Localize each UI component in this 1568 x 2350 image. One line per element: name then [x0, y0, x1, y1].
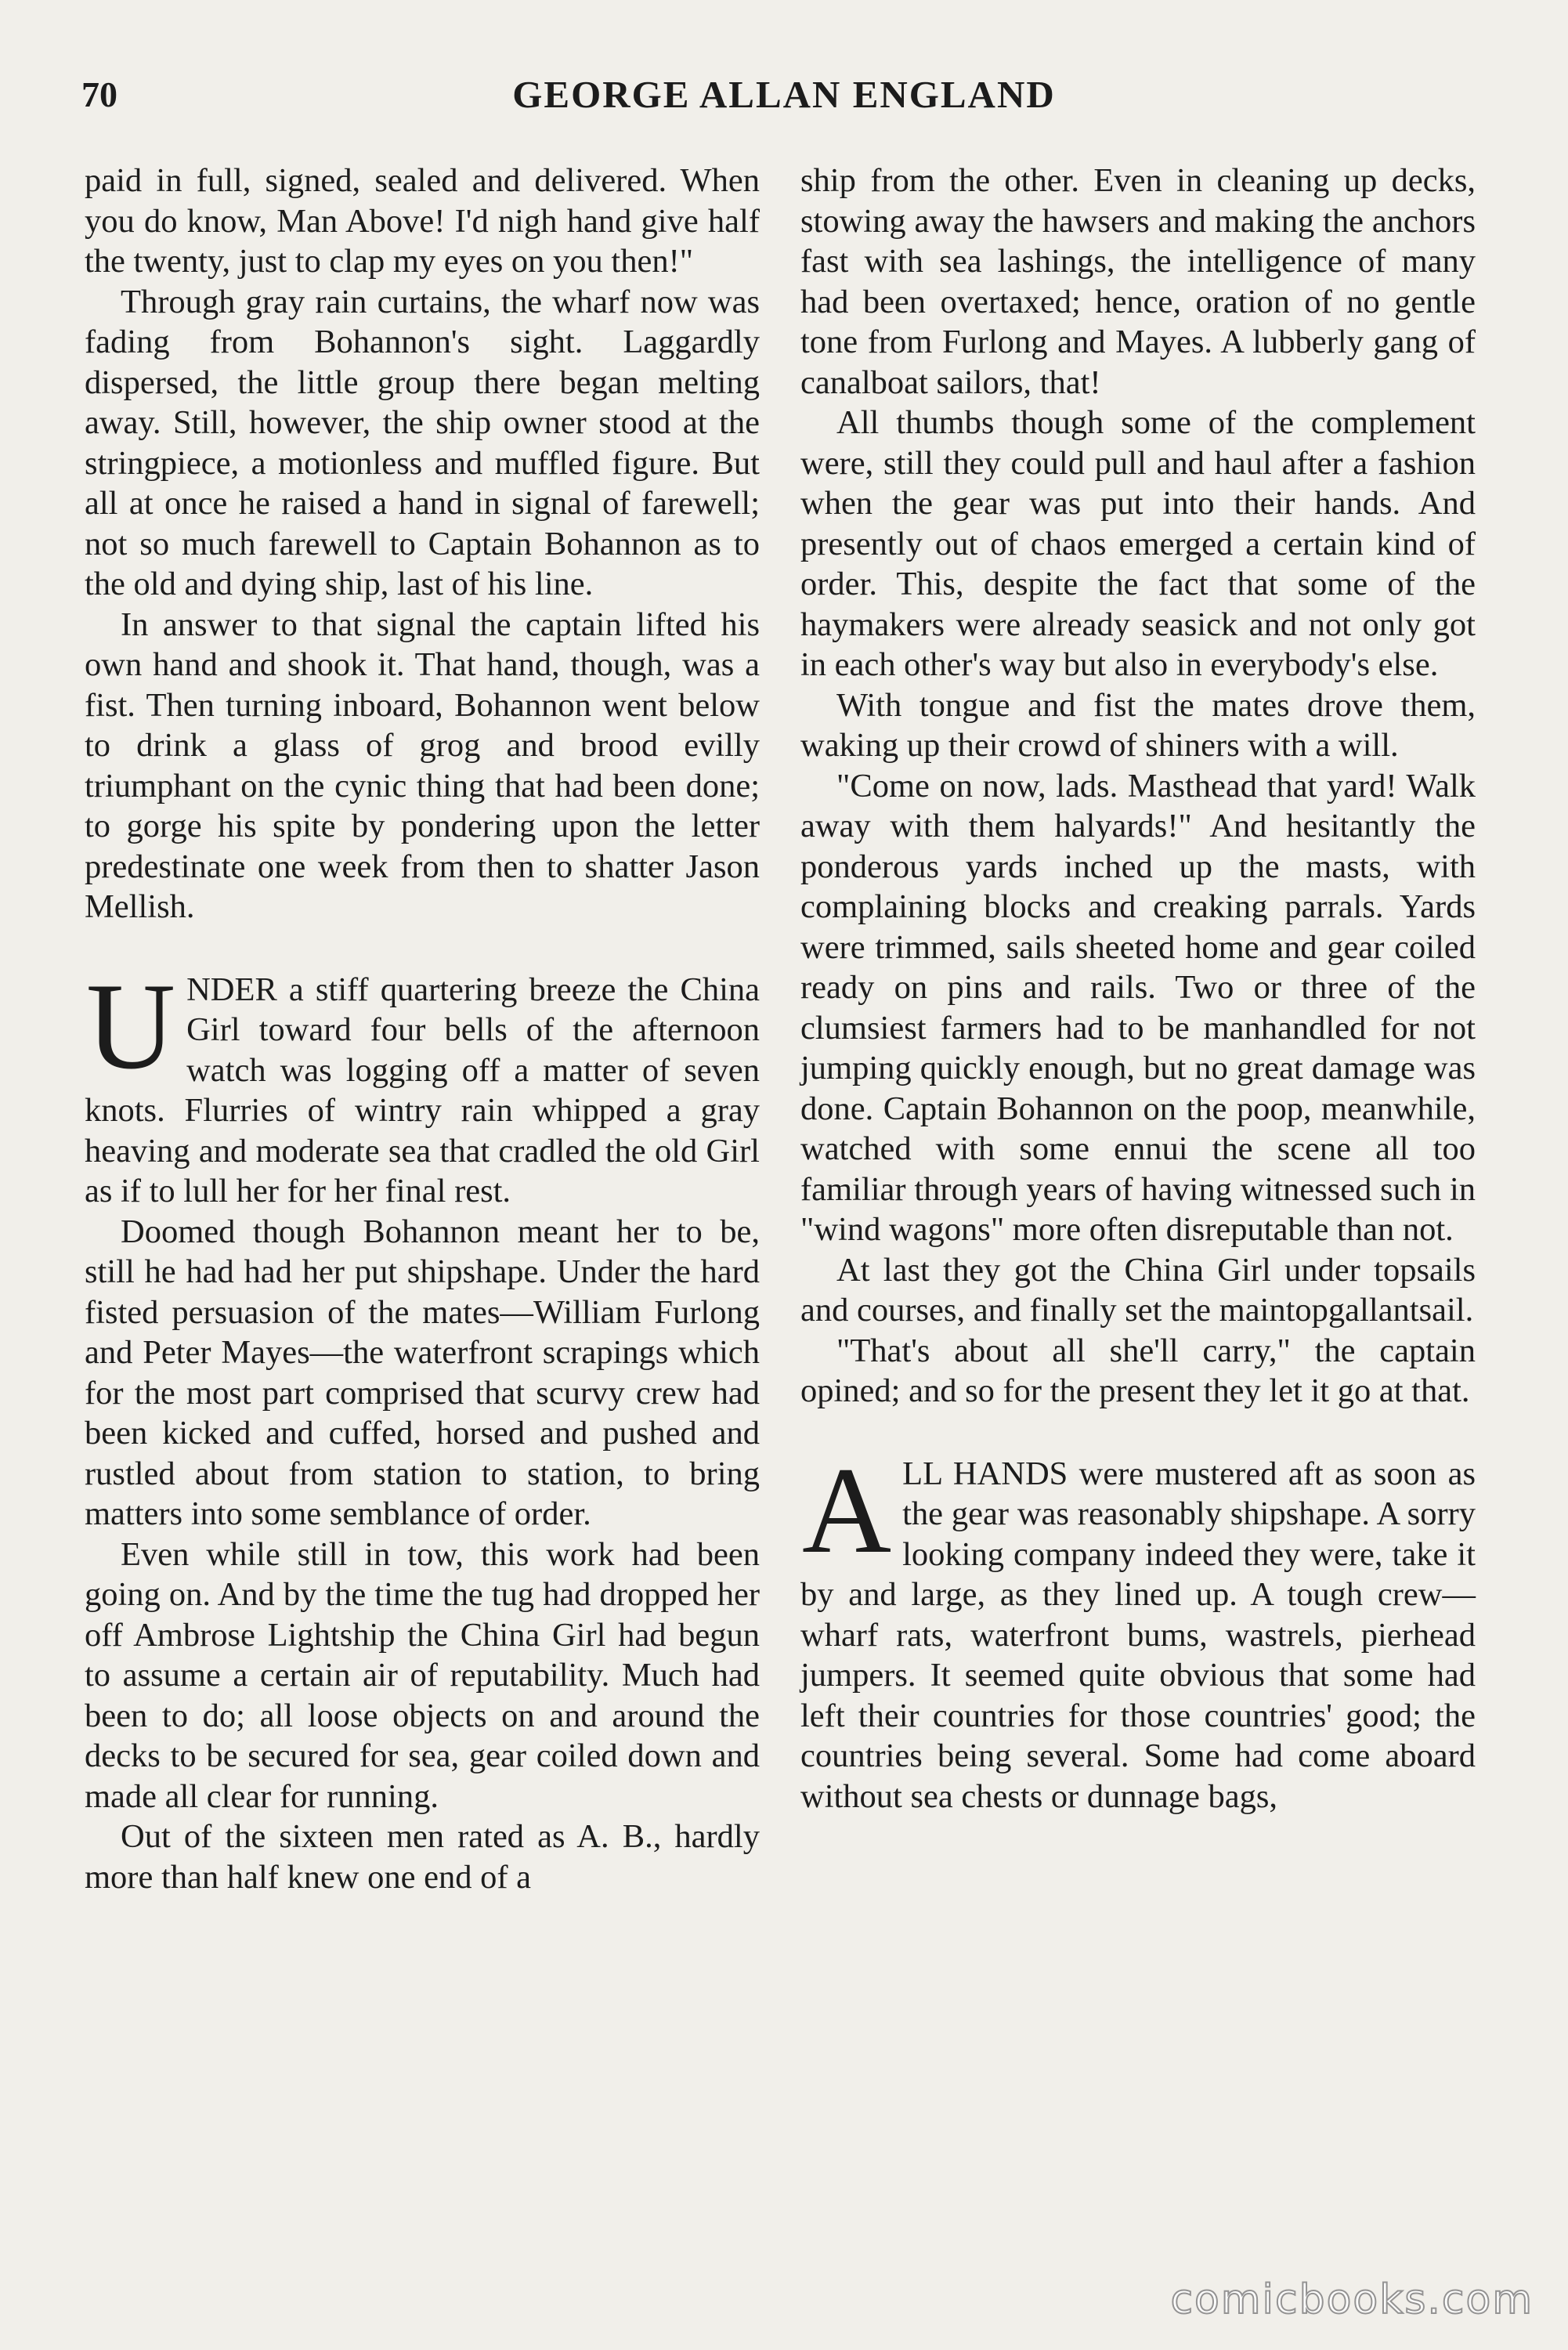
- paragraph-text: LL HANDS were mustered aft as soon as the gear was reasonably shipshape. A sorry looking company indeed they were, take it by and large, as they lined up. A tough crew—wharf rats, waterfront bums, wastrels, pierhead jumpers. It seemed quite obvious that some had left their countries for those countries' good; the countries being several. Some had come aboard without sea chests or dunnage bags,: [800, 1455, 1476, 1815]
- section-paragraph: [800, 1441, 1476, 1817]
- paragraph: "That's about all she'll carry," the captain opined; and so for the present they let it go at that.: [800, 1332, 1476, 1409]
- paragraph: At last they got the China Girl under topsails and courses, and finally set the maintopgallantsail.: [800, 1251, 1476, 1329]
- paragraph: "Come on now, lads. Masthead that yard! Walk away with them halyards!" And hesitantly the ponderous yards inched up the masts, with complaining blocks and creaking parrals. Yards were trimmed, sails sheeted home and gear coiled ready on pins and rails. Two or three of the clumsiest farmers had to be manhandled for not jumping quickly enough, but no great damage was done. Captain Bohannon on the poop, meanwhile, watched with some ennui the scene all too familiar through years of having witnessed such in "wind wagons" more often disreputable than not.: [800, 767, 1476, 1248]
- paragraph: ship from the other. Even in cleaning up decks, stowing away the hawsers and making the anchors fast with sea lashings, the intelligence of many had been overtaxed; hence, oration of no gentle tone from Furlong and Mayes. A lubberly gang of canalboat sailors, that!: [800, 162, 1476, 401]
- paragraph: Doomed though Bohannon meant her to be, still he had had her put shipshape. Under the hard fisted persuasion of the mates—William Furlong and Peter Mayes—the waterfront scrapings which for the most part comprised that scurvy crew had been kicked and cuffed, horsed and pushed and rustled about from station to station, to bring matters into some semblance of order.: [85, 1213, 760, 1532]
- paragraph-text: NDER a stiff quartering breeze the China Girl toward four bells of the afternoon watch was logging off a matter of seven knots. Flurries of wintry rain whipped a gray heaving and moderate sea that cradled the old Girl as if to lull her for her final rest.: [85, 971, 760, 1209]
- paragraph: Through gray rain curtains, the wharf now was fading from Bohannon's sight. Laggardly dispersed, the little group there began melting away. Still, however, the ship owner stood at the stringpiece, a motionless and muffled figure. But all at once he raised a hand in signal of farewell; not so much farewell to Captain Bohannon as to the old and dying ship, last of his line.: [85, 283, 760, 602]
- paragraph: All thumbs though some of the complement were, still they could pull and haul after a fashion when the gear was put into their hands. And presently out of chaos emerged a certain kind of order. This, despite the fact that some of the haymakers were already seasick and not only got in each other's way but also in everybody's else.: [800, 404, 1476, 683]
- paragraph: paid in full, signed, sealed and delivered. When you do know, Man Above! I'd nigh hand give half the twenty, just to clap my eyes on you then!": [85, 162, 760, 280]
- paragraph: With tongue and fist the mates drove them, waking up their crowd of shiners with a will.: [800, 686, 1476, 764]
- left-column: [85, 161, 760, 1897]
- section-paragraph: [85, 957, 760, 1212]
- paragraph: Even while still in tow, this work had been going on. And by the time the tug had dropped her off Ambrose Lightship the China Girl had begun to assume a certain air of reputability. Much had been to do; all loose objects on and around the decks to be secured for sea, gear coiled down and made all clear for running.: [85, 1535, 760, 1815]
- drop-cap: U: [86, 957, 176, 1095]
- drop-cap: A: [802, 1441, 892, 1579]
- page-number: 70: [81, 74, 117, 114]
- paragraph: Out of the sixteen men rated as A. B., hardly more than half knew one end of a: [85, 1818, 760, 1896]
- right-column: [800, 161, 1476, 1817]
- watermark: comicbooks.com: [1170, 2276, 1534, 2323]
- paragraph: In answer to that signal the captain lifted his own hand and shook it. That hand, though, was a fist. Then turning inboard, Bohannon went below to drink a glass of grog and brood evilly triumphant on the cynic thing that had been done; to gorge his spite by pondering upon the letter predestinate one week from then to shatter Jason Mellish.: [85, 606, 760, 925]
- running-head: GEORGE ALLAN ENGLAND: [512, 73, 1056, 116]
